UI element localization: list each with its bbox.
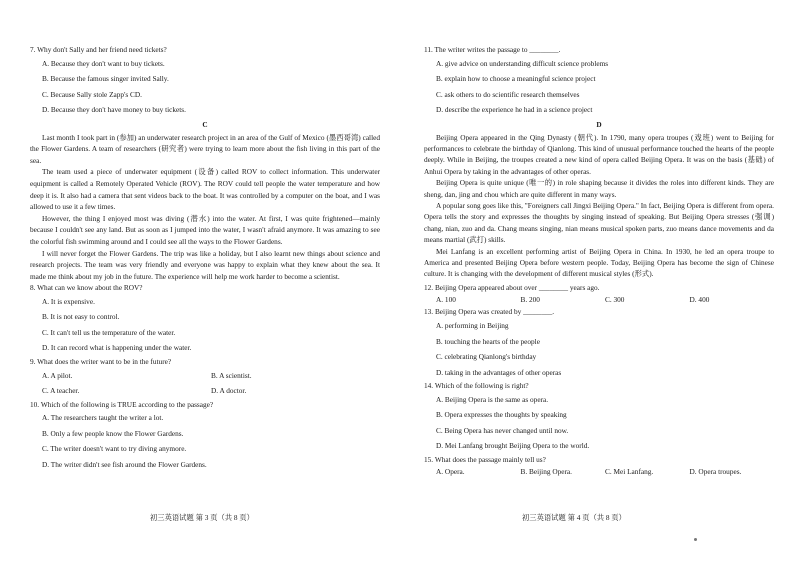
q12-option-d: D. 400 (689, 295, 710, 305)
passage-c-paragraph-4: I will never forget the Flower Gardens. The trip was like a holiday, but I also learnt new things about science and research projects. The team was very friendly and everyone was happy to explain what they knew about the sea. It made me think about my job in the future. The experience will help me work harder to become a scientist. (30, 248, 380, 281)
passage-c-paragraph-2: The team used a piece of underwater equipment (设备) called ROV to collect information. This underwater equipment is called a Remotely Operated Vehicle (ROV). The ROV could tell people the water temperature and how deep it is. It also had a camera that sent videos back to the boat. It was controlled by a computer on the boat, and I was allowed to use it a few times. (30, 167, 380, 212)
q11-option-a: A. give advice on understanding difficult science problems (436, 58, 609, 68)
q10-option-d: D. The writer didn't see fish around the Flower Gardens. (42, 459, 207, 469)
q12-options (436, 293, 774, 306)
question-13: 13. Beijing Opera was created by ________. (424, 307, 555, 317)
question-11: 11. The writer writes the passage to ________. (424, 45, 561, 54)
q9-option-d: D. A doctor. (211, 386, 247, 395)
q10-option-b: B. Only a few people know the Flower Gardens. (42, 428, 184, 438)
question-12: 12. Beijing Opera appeared about over ________ years ago. (424, 282, 600, 292)
passage-c-paragraph-1: Last month I took part in (参加) an underwater research project in an area of the Gulf of Mexico (墨西哥湾) called the Flower Gardens. A team of researchers (研究者) were trying to learn more about the fish living in this part of the sea. (30, 132, 380, 165)
q9-option-c: C. A teacher. (42, 386, 80, 395)
q15-option-b: B. Beijing Opera. (520, 467, 572, 477)
q8-option-c: C. It can't tell us the temperature of the water. (42, 327, 176, 337)
q14-option-a: A. Beijing Opera is the same as opera. (436, 394, 549, 404)
q12-option-c: C. 300 (605, 295, 625, 305)
right-page-footer: 初三英语试题 第 4 页（共 8 页） (522, 513, 626, 522)
q11-option-c: C. ask others to do scientific research themselves (436, 89, 580, 99)
q7-option-c: C. Because Sally stole Zapp's CD. (42, 89, 143, 99)
q10-option-c: C. The writer doesn't want to try diving anymore. (42, 444, 187, 454)
q9-option-b: B. A scientist. (211, 370, 252, 380)
passage-d-paragraph-1: Beijing Opera appeared in the Qing Dynasty (朝代). In 1790, many opera troupes (戏班) went to Beijing for performances to celebrate the birthday of Qianlong. This kind of unusual performance touched the hearts of the people deeply. While in Beijing, the troupes created a new kind of opera called Beijing Opera. It was on the basis (基础) of Anhui Opera by taking in the advantages of other operas. (424, 132, 774, 176)
section-d-heading: D (596, 119, 602, 129)
q7-option-a: A. Because they don't want to buy tickets. (42, 58, 165, 68)
left-page (30, 44, 380, 472)
q14-option-d: D. Mei Lanfang brought Beijing Opera to the world. (436, 441, 590, 451)
passage-d-paragraph-2: Beijing Opera is quite unique (唯一的) in role shaping because it divides the roles into different kinds. They are sheng, dan, jing and chou which are quite different in many ways. (424, 178, 774, 199)
q10-option-a: A. The researchers taught the writer a lot. (42, 413, 164, 423)
question-10: 10. Which of the following is TRUE according to the passage? (30, 399, 214, 409)
question-7: 7. Why don't Sally and her friend need tickets? (30, 45, 167, 54)
q13-option-b: B. touching the hearts of the people (436, 336, 540, 346)
question-9: 9. What does the writer want to be in the future? (30, 356, 172, 366)
q12-option-a: A. 100 (436, 295, 456, 305)
q8-option-d: D. It can record what is happening under the water. (42, 343, 192, 353)
question-15: 15. What does the passage mainly tell us? (424, 454, 546, 464)
q8-option-b: B. It is not easy to control. (42, 312, 120, 322)
q15-option-c: C. Mei Lanfang. (605, 467, 654, 477)
left-page-footer: 初三英语试题 第 3 页（共 8 页） (150, 513, 254, 522)
q9-options-row-1 (42, 368, 380, 384)
q7-option-d: D. Because they don't have money to buy tickets. (42, 105, 186, 115)
q8-option-a: A. It is expensive. (42, 296, 95, 306)
q11-option-d: D. describe the experience he had in a science project (436, 105, 593, 115)
question-8: 8. What can we know about the ROV? (30, 283, 143, 293)
q13-option-d: D. taking in the advantages of other operas (436, 367, 562, 377)
q15-options (436, 465, 774, 478)
q15-option-a: A. Opera. (436, 467, 465, 477)
section-c-heading: C (202, 119, 208, 129)
question-14: 14. Which of the following is right? (424, 381, 529, 391)
right-page (424, 44, 774, 478)
q9-options-row-2 (42, 383, 380, 399)
q13-option-a: A. performing in Beijing (436, 321, 509, 331)
passage-d-paragraph-3: A popular song goes like this, "Foreigners call Jingxi Beijing Opera." In fact, Beijing Opera is different from opera. Opera tells the story and expresses the thoughts by singing instead of speaking. But Beijing Opera stresses (强调) chang, nian, zuo and da. Chang means singing, nian means musical spoken parts, zuo means dance movements and da means martial (武打) skills. (424, 201, 774, 245)
passage-c-paragraph-3: However, the thing I enjoyed most was diving (潜水) into the water. At first, I was quite frightened—mainly because I couldn't see any land. But as soon as I jumped into the water, I wasn't afraid anymore. It was amazing to see the colorful fish swimming around and I could see all the ways to the Flower Gardens. (30, 213, 380, 246)
q9-option-a: A. A pilot. (42, 370, 73, 380)
q7-option-b: B. Because the famous singer invited Sally. (42, 74, 169, 84)
scan-speck (694, 538, 697, 541)
q14-option-b: B. Opera expresses the thoughts by speaking (436, 410, 567, 420)
passage-d-paragraph-4: Mei Lanfang is an excellent performing artist of Beijing Opera in China. In 1930, he led an opera troupe to America and presented Beijing Opera before western people. Today, Beijing Opera has become the sign of Chinese culture. It is changing with the development of different musical styles (形式). (424, 246, 774, 279)
q14-option-c: C. Being Opera has never changed until now. (436, 425, 569, 435)
q12-option-b: B. 200 (520, 295, 540, 305)
q13-option-c: C. celebrating Qianlong's birthday (436, 352, 537, 362)
q15-option-d: D. Opera troupes. (689, 467, 742, 477)
q11-option-b: B. explain how to choose a meaningful science project (436, 74, 596, 84)
